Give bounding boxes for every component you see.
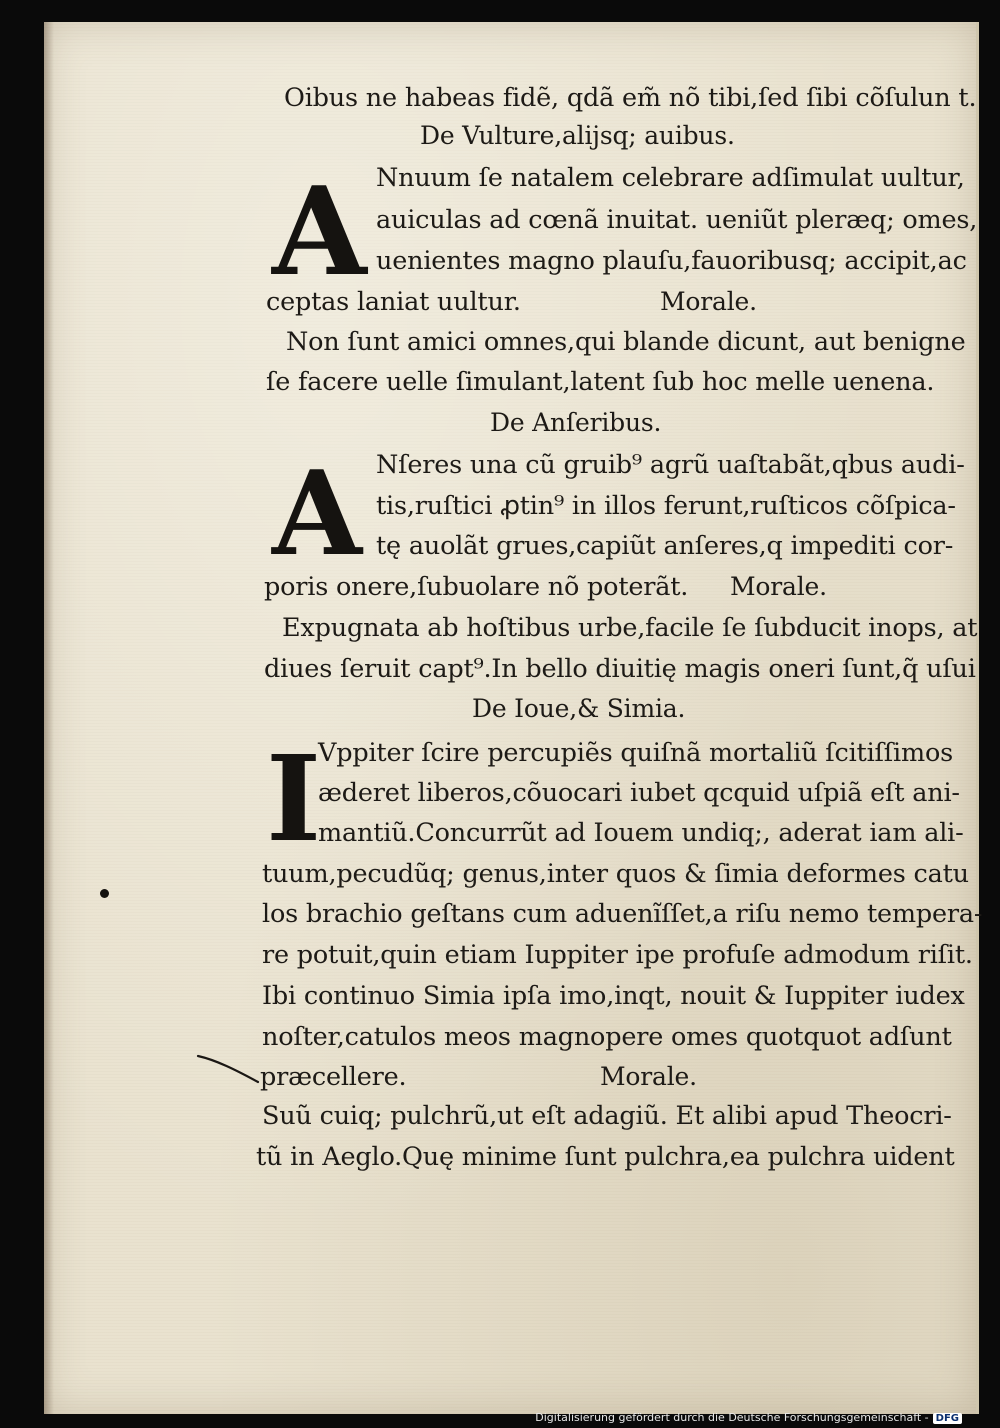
text-line: præcellere. [260, 1062, 407, 1092]
dfg-logo: DFG [933, 1413, 962, 1424]
ink-dot-mark [100, 889, 109, 898]
morale-label: Morale. [730, 572, 827, 601]
text-line: Non ſunt amici omnes,qui blande dicunt, aut benigne [286, 327, 966, 357]
text-line: auiculas ad cœnã inuitat. ueniũt pleræq; omes, [376, 205, 978, 235]
morale-label: Morale. [600, 1062, 697, 1091]
text-line: Nſeres una cũ gruib⁹ agrũ uaſtabãt,qbus audi- [376, 450, 965, 480]
morale-label: Morale. [660, 287, 757, 316]
text-line: Nnuum ſe natalem celebrare adſimulat uultur, [376, 163, 965, 193]
text-line: diues ſeruit capt⁹.In bello diuitię magis oneri ſunt,q̃ uſui [264, 654, 976, 684]
digitization-credit [535, 1411, 962, 1424]
drop-initial: A [272, 446, 363, 582]
drop-initial: I [266, 729, 322, 868]
spine-shadow [44, 22, 54, 1414]
fable-heading: De Vulture,alijsq; auibus. [420, 121, 735, 150]
text-line: ſe facere uelle ſimulant,latent ſub hoc melle uenena. [266, 367, 935, 397]
text-line: poris onere,ſubuolare nõ poterãt. [264, 572, 689, 602]
text-line: noſter,catulos meos magnopere omes quotquot adſunt [262, 1022, 952, 1052]
text-line: ceptas laniat uultur. [266, 287, 521, 317]
fable-heading: De Anſeribus. [490, 408, 662, 437]
text-line: Ibi continuo Simia ipſa imo,inqt, nouit & Iuppiter iudex [262, 981, 965, 1011]
text-line: Oibus ne habeas fidẽ, qdã em̃ nõ tibi,ſed ſibi cõſulun t. [284, 83, 977, 113]
credit-text: Digitalisierung gefördert durch die Deutsche Forschungsgemeinschaft - [535, 1411, 929, 1424]
text-line: Vppiter ſcire percupiẽs quiſnã mortaliũ ſcitiſſimos [318, 738, 953, 768]
text-line: Expugnata ab hoſtibus urbe,facile ſe ſubducit inops, at [282, 613, 978, 643]
drop-initial: A [272, 159, 367, 303]
text-line: tę auolãt grues,capiũt anſeres,q impediti cor- [376, 531, 954, 561]
handwritten-pen-stroke [196, 1052, 266, 1086]
text-line: tis,ruſtici ꝓtin⁹ in illos ferunt,ruſticos cõſpica- [376, 491, 956, 521]
text-line: tũ in Aeglo.Quę minime ſunt pulchra,ea pulchra uident [256, 1142, 955, 1172]
text-line: uenientes magno plauſu,fauoribusq; accipit,ac [376, 246, 967, 276]
text-line: æderet liberos,cõuocari iubet qcquid uſpiã eſt ani- [318, 778, 960, 808]
text-line: re potuit,quin etiam Iuppiter ipe profuſe admodum riſit. [262, 940, 973, 970]
text-line: tuum,pecudũq; genus,inter quos & ſimia deformes catu [262, 859, 969, 889]
text-line: mantiũ.Concurrũt ad Iouem undiq;, aderat iam ali- [318, 818, 964, 848]
text-line: los brachio geſtans cum aduenĩſſet,a riſu nemo tempera- [262, 899, 983, 929]
fable-heading: De Ioue,& Simia. [472, 694, 686, 723]
text-line: Suũ cuiq; pulchrũ,ut eſt adagiũ. Et alibi apud Theocri- [262, 1101, 952, 1131]
